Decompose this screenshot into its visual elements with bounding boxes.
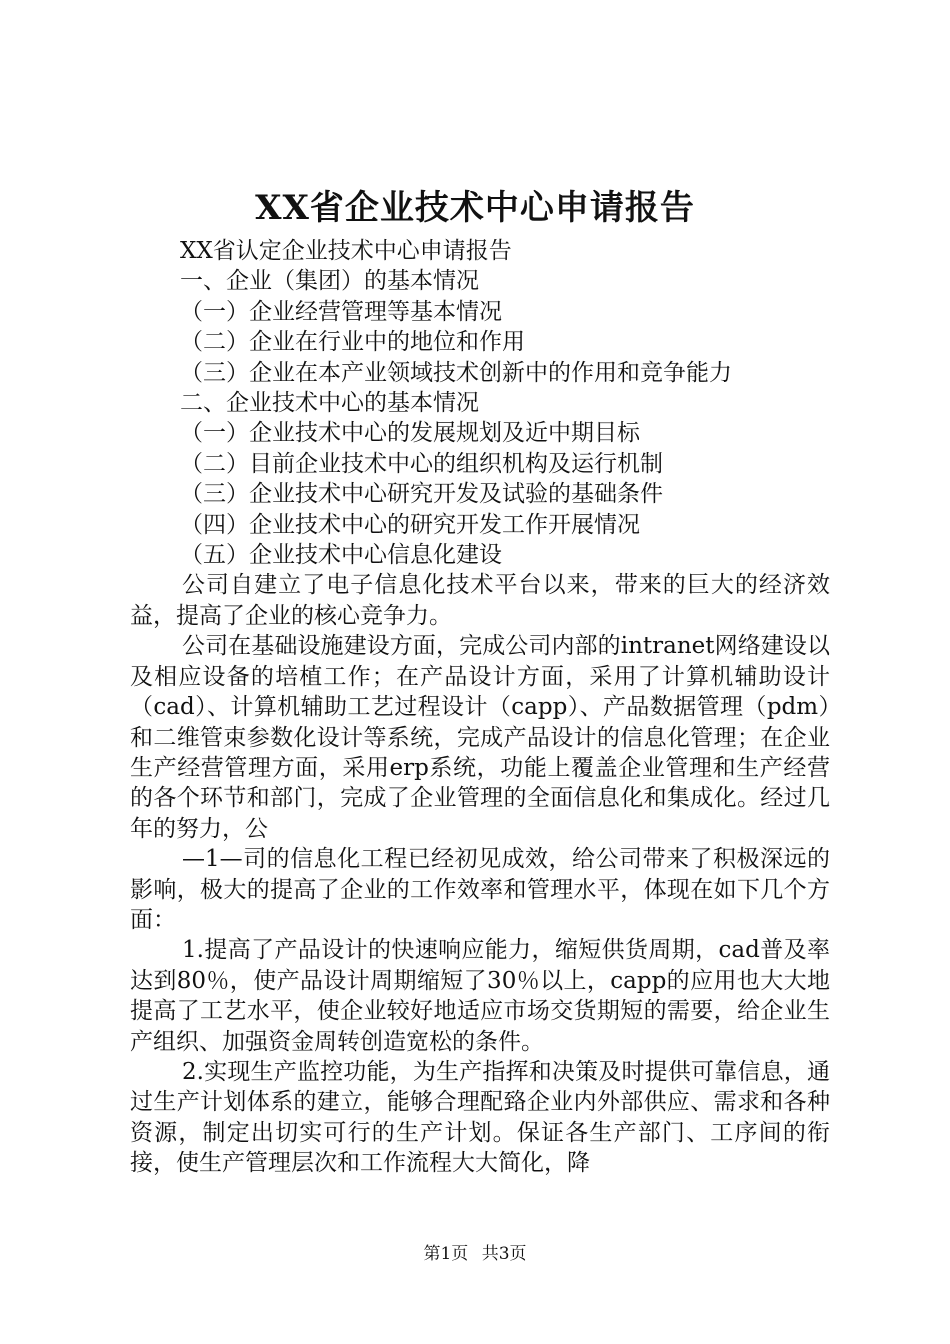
outline-line: （二）目前企业技术中心的组织机构及运行机制 — [180, 450, 663, 477]
page-total: 共3页 — [481, 1244, 527, 1264]
body-paragraph: —1—司的信息化工程已经初见成效，给公司带来了积极深远的影响，极大的提高了企业的工作效率和管理水平，体现在如下几个方面： — [130, 846, 830, 933]
outline-line: XX省认定企业技术中心申请报告 — [180, 238, 512, 264]
outline-line: （二）企业在行业中的地位和作用 — [180, 329, 525, 356]
document-body — [130, 236, 830, 1179]
outline-line: 一、企业（集团）的基本情况 — [180, 268, 479, 295]
body-paragraph: 公司在基础设施建设方面，完成公司内部的intranet网络建设以及相应设备的培植工作；在产品设计方面，采用了计算机辅助设计（cad）、计算机辅助工艺过程设计（capp）、产品数据管理（pdm）和二维管束参数化设计等系统，完成产品设计的信息化管理；在企业生产经营管理方面，采用erp系统，功能上覆盖企业管理和生产经营的各个环节和部门，完成了企业管理的全面信息化和集成化。经过几年的努力，公 — [130, 633, 830, 842]
outline-line: （四）企业技术中心的研究开发工作开展情况 — [180, 511, 640, 538]
body-paragraph: 公司自建立了电子信息化技术平台以来，带来的巨大的经济效益，提高了企业的核心竞争力。 — [130, 572, 830, 629]
outline-line: （一）企业技术中心的发展规划及近中期目标 — [180, 420, 640, 447]
page-footer — [0, 1242, 950, 1266]
document-title: XX省企业技术中心申请报告 — [255, 188, 695, 228]
outline-line: （一）企业经营管理等基本情况 — [180, 298, 502, 325]
outline-line: 二、企业技术中心的基本情况 — [180, 390, 479, 417]
body-paragraph: 1.提高了产品设计的快速响应能力，缩短供货周期，cad普及率达到80％，使产品设计周期缩短了30％以上，capp的应用也大大地提高了工艺水平，使企业较好地适应市场交货期短的需要，给企业生产组织、加强资金周转创造宽松的条件。 — [130, 937, 830, 1055]
page-number: 第1页 — [423, 1244, 469, 1264]
body-paragraph: 2.实现生产监控功能，为生产指挥和决策及时提供可靠信息，通过生产计划体系的建立，能够合理配臵企业内外部供应、需求和各种资源，制定出切实可行的生产计划。保证各生产部门、工序间的衔接，使生产管理层次和工作流程大大简化，降 — [130, 1058, 830, 1177]
outline-line: （三）企业技术中心研究开发及试验的基础条件 — [180, 481, 663, 508]
outline-line: （五）企业技术中心信息化建设 — [180, 542, 502, 569]
outline-line: （三）企业在本产业领域技术创新中的作用和竞争能力 — [180, 359, 732, 386]
